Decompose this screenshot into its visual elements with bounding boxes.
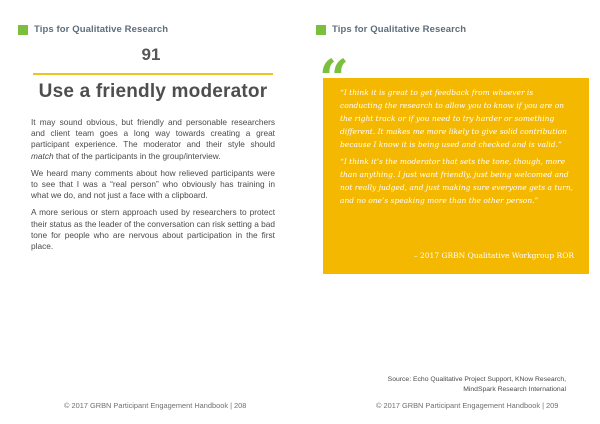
quote-text [340,86,576,211]
page-number: 91 [141,45,161,64]
green-square-icon [316,25,326,35]
source-line-1: Source: Echo Qualitative Project Support, KNow Research, [387,376,566,383]
quote-1: “I think it is great to get feedback from whoever is conducting the research to allow you to know if you are on the right track or if you need to try harder or something different. It makes me more likely to give solid contribution because I know it is being used and checked and is valid.” [340,88,567,149]
right-page [300,0,600,424]
paragraph-1-emphasis: match [31,150,54,161]
paragraph-1 [31,117,275,162]
right-header [316,24,466,35]
left-footer: © 2017 GRBN Participant Engagement Handbook | 208 [64,401,247,410]
header-text: Tips for Qualitative Research [34,24,169,35]
paragraph-3: A more serious or stern approach used by researchers to protect their status as the leader of the conversation can risk setting a bad tone for people who are nervous about participation in the first place. [31,207,275,252]
left-header [18,24,168,35]
quote-attribution: – 2017 GRBN Qualitative Workgroup ROR [413,251,574,260]
right-footer: © 2017 GRBN Participant Engagement Handbook | 209 [376,401,559,410]
green-square-icon [18,25,28,35]
source-line-2: MindSpark Research International [463,385,566,393]
source-note [346,375,566,394]
paragraph-2: We heard many comments about how relieved participants were to see that I was a “real person” who obviously has training in what we do, and not just a face with a clipboard. [31,167,275,201]
quote-2: “I think it’s the moderator that sets the tone, though, more than anything. I just want friendly, just being welcomed and not really judged, and just making sure everyone gets a turn, and no one’s speaking more than the other person.” [340,157,574,205]
page-title: Use a friendly moderator [38,81,268,102]
body-text [31,117,275,258]
paragraph-1-end: that of the participants in the group/interview. [53,150,221,161]
quote-mark-icon: “ [319,49,349,110]
paragraph-1-start: It may sound obvious, but friendly and personable researchers and client team goes a long way towards creating a great participant experience. The moderator and their style should [31,117,275,150]
title-rule [33,73,273,75]
header-text: Tips for Qualitative Research [332,24,467,35]
